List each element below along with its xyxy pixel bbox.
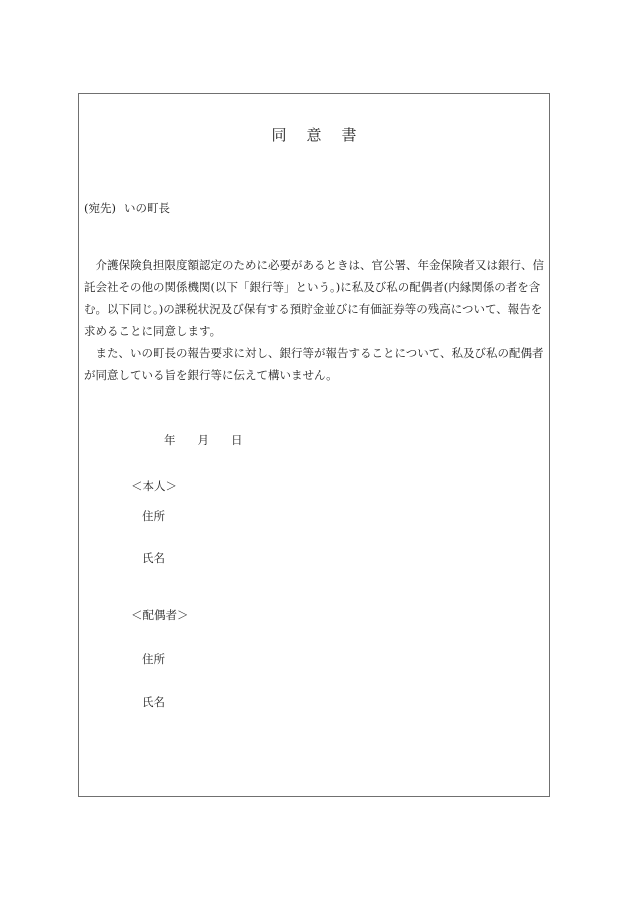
consent-form-page — [78, 93, 550, 797]
title-char: 同 — [271, 126, 287, 144]
self-name-label: 氏名 — [142, 551, 165, 565]
addressee — [84, 200, 170, 216]
title-char: 意 — [306, 126, 322, 144]
document-title — [79, 124, 549, 145]
consent-paragraph-2: また、いの町長の報告要求に対し、銀行等が報告することについて、私及び私の配偶者が同意している旨を銀行等に伝えて構いません。 — [84, 346, 544, 382]
self-address-label: 住所 — [142, 509, 165, 523]
self-section-label: ＜本人＞ — [131, 479, 177, 493]
addressee-label: (宛先) — [84, 201, 116, 215]
date-line — [164, 432, 265, 448]
spouse-address-label: 住所 — [142, 652, 165, 666]
title-char: 書 — [341, 126, 357, 144]
spouse-name-label: 氏名 — [142, 695, 165, 709]
spouse-section-label: ＜配偶者＞ — [131, 608, 189, 622]
date-year-label: 年 — [164, 433, 176, 447]
addressee-name: いの町長 — [123, 201, 170, 215]
date-month-label: 月 — [197, 433, 209, 447]
date-day-label: 日 — [231, 433, 243, 447]
consent-paragraph-1: 介護保険負担限度額認定のために必要があるときは、官公署、年金保険者又は銀行、信託会社その他の関係機関(以下「銀行等」という。)に私及び私の配偶者(内縁関係の者を含む。以下同じ。)の課税状況及び保有する預貯金並びに有価証券等の残高について、報告を求めることに同意します。 — [84, 258, 544, 338]
consent-body — [84, 254, 546, 386]
